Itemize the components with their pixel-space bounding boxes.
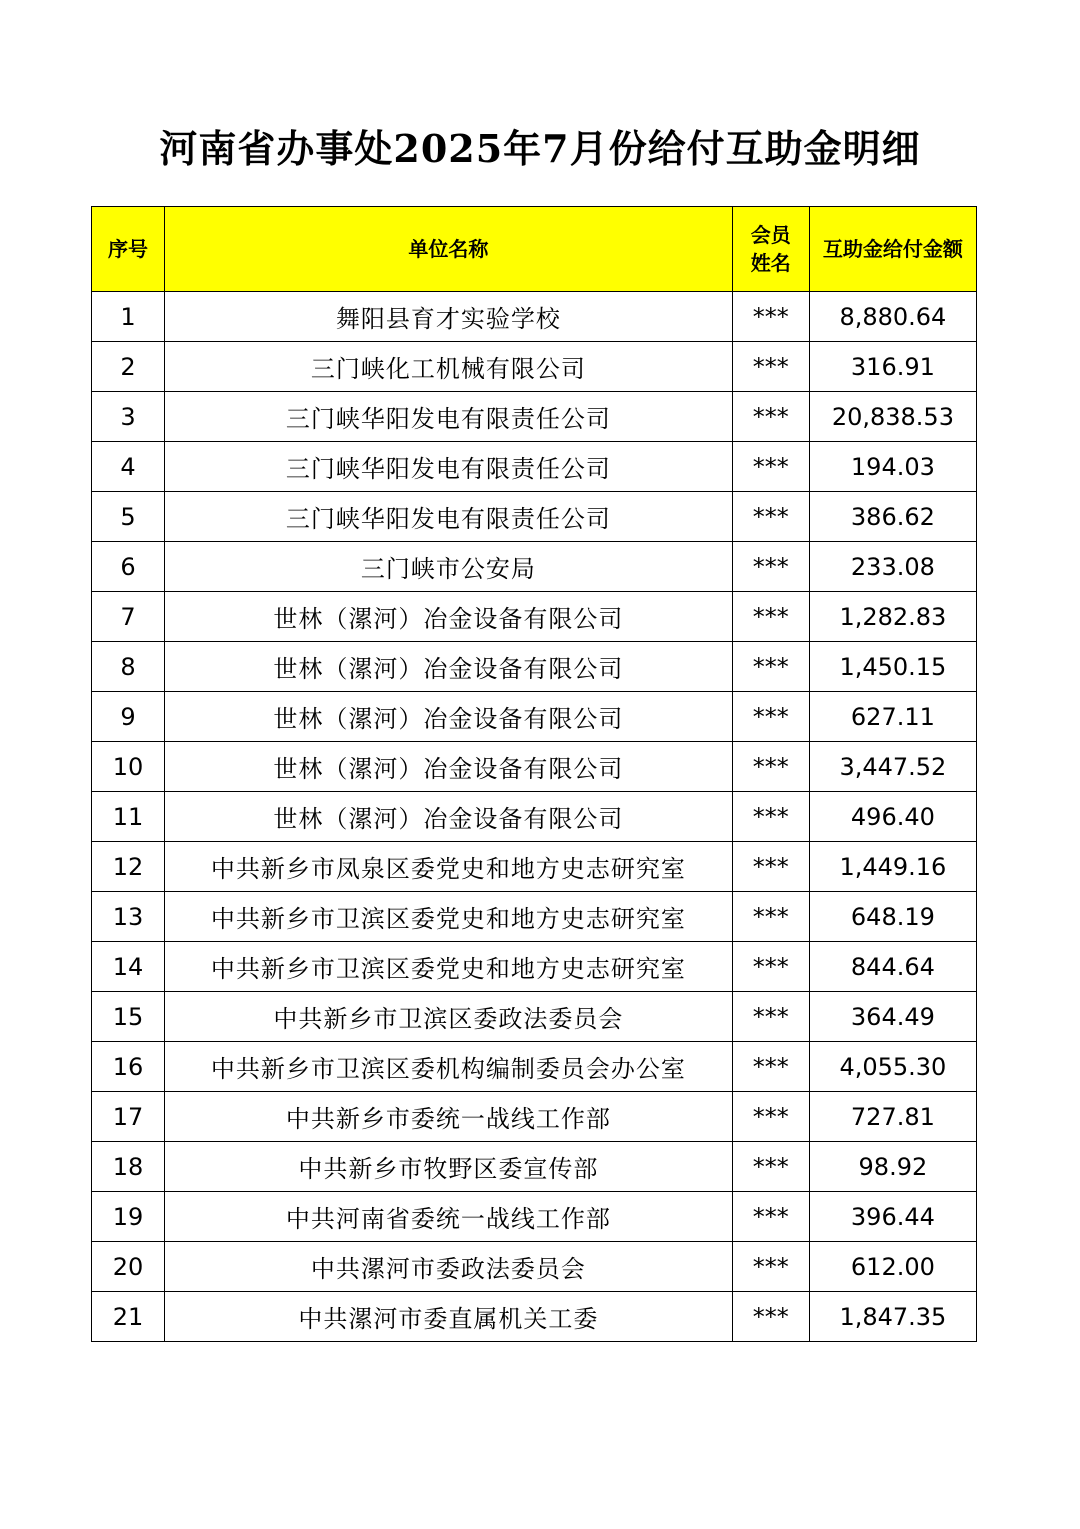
cell-member-name: *** [732,442,809,492]
cell-index: 7 [92,592,165,642]
cell-index: 15 [92,992,165,1042]
cell-amount: 364.49 [809,992,976,1042]
header-member: 会员姓名 [732,207,809,292]
cell-amount: 496.40 [809,792,976,842]
table-header-row [92,207,977,292]
cell-member-name: *** [732,1292,809,1342]
table-row [92,442,977,492]
cell-unit: 三门峡华阳发电有限责任公司 [165,392,733,442]
cell-member-name: *** [732,1192,809,1242]
cell-unit: 中共漯河市委政法委员会 [165,1242,733,1292]
cell-index: 12 [92,842,165,892]
cell-amount: 194.03 [809,442,976,492]
cell-amount: 20,838.53 [809,392,976,442]
table-row [92,992,977,1042]
table-row [92,892,977,942]
table-row [92,392,977,442]
cell-unit: 中共新乡市卫滨区委党史和地方史志研究室 [165,942,733,992]
cell-amount: 396.44 [809,1192,976,1242]
payment-table [91,206,977,1342]
cell-unit: 中共新乡市卫滨区委政法委员会 [165,992,733,1042]
cell-unit: 世林（漯河）冶金设备有限公司 [165,642,733,692]
cell-amount: 727.81 [809,1092,976,1142]
cell-unit: 中共新乡市凤泉区委党史和地方史志研究室 [165,842,733,892]
cell-member-name: *** [732,842,809,892]
table-row [92,792,977,842]
cell-unit: 中共河南省委统一战线工作部 [165,1192,733,1242]
cell-unit: 世林（漯河）冶金设备有限公司 [165,742,733,792]
cell-unit: 三门峡华阳发电有限责任公司 [165,492,733,542]
cell-member-name: *** [732,492,809,542]
table-row [92,1192,977,1242]
cell-unit: 世林（漯河）冶金设备有限公司 [165,592,733,642]
cell-amount: 386.62 [809,492,976,542]
cell-member-name: *** [732,792,809,842]
cell-member-name: *** [732,342,809,392]
cell-index: 16 [92,1042,165,1092]
table-row [92,942,977,992]
cell-member-name: *** [732,892,809,942]
table-row [92,742,977,792]
cell-member-name: *** [732,1242,809,1292]
cell-member-name: *** [732,642,809,692]
cell-index: 17 [92,1092,165,1142]
cell-unit: 中共新乡市牧野区委宣传部 [165,1142,733,1192]
cell-member-name: *** [732,592,809,642]
table-row [92,642,977,692]
cell-index: 5 [92,492,165,542]
cell-amount: 3,447.52 [809,742,976,792]
table-row [92,1242,977,1292]
table-row [92,292,977,342]
cell-amount: 844.64 [809,942,976,992]
cell-member-name: *** [732,292,809,342]
cell-amount: 627.11 [809,692,976,742]
cell-member-name: *** [732,992,809,1042]
cell-member-name: *** [732,1142,809,1192]
cell-amount: 1,450.15 [809,642,976,692]
cell-member-name: *** [732,542,809,592]
cell-unit: 中共漯河市委直属机关工委 [165,1292,733,1342]
cell-member-name: *** [732,392,809,442]
header-amount: 互助金给付金额 [809,207,976,292]
cell-member-name: *** [732,742,809,792]
cell-unit: 三门峡市公安局 [165,542,733,592]
header-unit: 单位名称 [165,207,733,292]
cell-amount: 612.00 [809,1242,976,1292]
cell-index: 9 [92,692,165,742]
cell-amount: 233.08 [809,542,976,592]
cell-unit: 舞阳县育才实验学校 [165,292,733,342]
cell-index: 18 [92,1142,165,1192]
cell-index: 8 [92,642,165,692]
cell-amount: 98.92 [809,1142,976,1192]
cell-index: 1 [92,292,165,342]
table-row [92,592,977,642]
cell-member-name: *** [732,1092,809,1142]
cell-index: 14 [92,942,165,992]
table-row [92,1142,977,1192]
cell-index: 19 [92,1192,165,1242]
cell-index: 10 [92,742,165,792]
cell-index: 20 [92,1242,165,1292]
cell-unit: 世林（漯河）冶金设备有限公司 [165,692,733,742]
cell-amount: 1,449.16 [809,842,976,892]
cell-member-name: *** [732,942,809,992]
cell-amount: 316.91 [809,342,976,392]
table-row [92,342,977,392]
table-row [92,692,977,742]
table-row [92,1092,977,1142]
cell-amount: 1,282.83 [809,592,976,642]
cell-unit: 中共新乡市委统一战线工作部 [165,1092,733,1142]
cell-index: 11 [92,792,165,842]
table-row [92,1292,977,1342]
table-row [92,1042,977,1092]
cell-unit: 中共新乡市卫滨区委党史和地方史志研究室 [165,892,733,942]
cell-index: 13 [92,892,165,942]
cell-unit: 中共新乡市卫滨区委机构编制委员会办公室 [165,1042,733,1092]
table-row [92,842,977,892]
cell-member-name: *** [732,1042,809,1092]
cell-index: 6 [92,542,165,592]
cell-amount: 648.19 [809,892,976,942]
cell-amount: 1,847.35 [809,1292,976,1342]
table-row [92,492,977,542]
cell-unit: 世林（漯河）冶金设备有限公司 [165,792,733,842]
cell-unit: 三门峡华阳发电有限责任公司 [165,442,733,492]
cell-amount: 4,055.30 [809,1042,976,1092]
cell-index: 3 [92,392,165,442]
cell-index: 4 [92,442,165,492]
cell-amount: 8,880.64 [809,292,976,342]
cell-unit: 三门峡化工机械有限公司 [165,342,733,392]
table-row [92,542,977,592]
cell-member-name: *** [732,692,809,742]
page-title: 河南省办事处2025年7月份给付互助金明细 [159,126,921,171]
cell-index: 21 [92,1292,165,1342]
cell-index: 2 [92,342,165,392]
header-index: 序号 [92,207,165,292]
